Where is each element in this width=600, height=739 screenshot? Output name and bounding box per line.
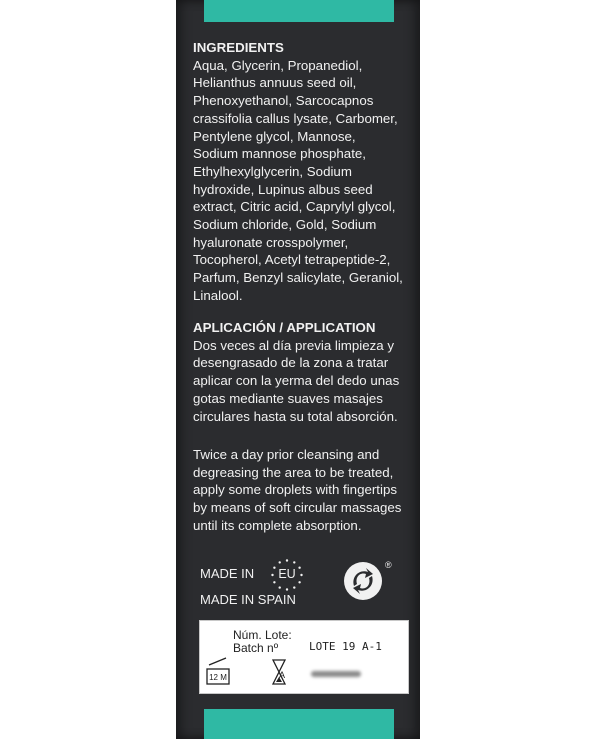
top-accent-band [204,0,394,22]
bottom-accent-band [204,709,394,739]
ingredients-line: Pentylene glycol, Mannose, [193,128,356,144]
batch-number-value: LOTE 19 A-1 [309,640,382,653]
ingredients-line: Sodium chloride, Gold, Sodium [193,217,377,233]
hourglass-mark: A [279,670,286,680]
green-dot-recycle-icon [342,560,384,602]
application-line-es: gotas mediante suaves masajes [193,390,383,406]
pao-jar-icon [204,655,232,687]
application-line-en: apply some droplets with fingertips [193,482,397,498]
application-section [193,319,419,425]
ingredients-line: hyaluronate crosspolymer, [193,234,349,250]
registered-mark: ® [385,560,392,570]
eu-stars-icon [270,558,304,592]
application-line-es: circulares hasta su total absorción. [193,408,398,424]
application-line-en: degreasing the area to be treated, [193,464,394,480]
ingredients-line: extract, Citric acid, Caprylyl glycol, [193,199,396,215]
ingredients-heading: INGREDIENTS [193,40,284,55]
application-line-en: Twice a day prior cleansing and [193,447,380,462]
ingredients-section [193,39,419,305]
application-line-es: Dos veces al día previa limpieza y [193,337,395,353]
application-heading: APLICACIÓN / APPLICATION [193,320,376,335]
batch-label-sticker [199,620,409,694]
ingredients-line: Helianthus annuus seed oil, [193,75,357,91]
ingredients-line: Tocopherol, Acetyl tetrapeptide-2, [193,252,391,268]
ingredients-line: Phenoxyethanol, Sarcocapnos [193,93,374,109]
eu-label: EU [278,567,296,581]
application-line-es: aplicar con la yerma del dedo unas [193,373,400,389]
made-in-spain-label: MADE IN SPAIN [200,592,296,607]
application-line-en: by means of soft circular massages [193,500,402,516]
ingredients-line: Ethylhexylglycerin, Sodium [193,163,352,179]
ingredients-line: Sodium mannose phosphate, [193,146,366,162]
batch-number-label-es: Núm. Lote: [233,628,292,642]
batch-number-label-en: Batch nº [233,641,279,655]
ingredients-line: crassifolia callus lysate, Carbomer, [193,110,398,126]
ingredients-line: Linalool. [193,287,243,303]
expiry-date-stamp [311,671,361,677]
application-english-section [193,446,419,535]
ingredients-line: hydroxide, Lupinus albus seed [193,181,373,197]
ingredients-line: Aqua, Glycerin, Propanediol, [193,57,363,73]
made-in-label: MADE IN [200,566,255,581]
application-line-es: desengrasado de la zona a tratar [193,355,389,371]
ingredients-line: Parfum, Benzyl salicylate, Geraniol, [193,270,403,286]
pao-label: 12 M [209,673,227,682]
application-line-en: until its complete absorption. [193,517,362,533]
